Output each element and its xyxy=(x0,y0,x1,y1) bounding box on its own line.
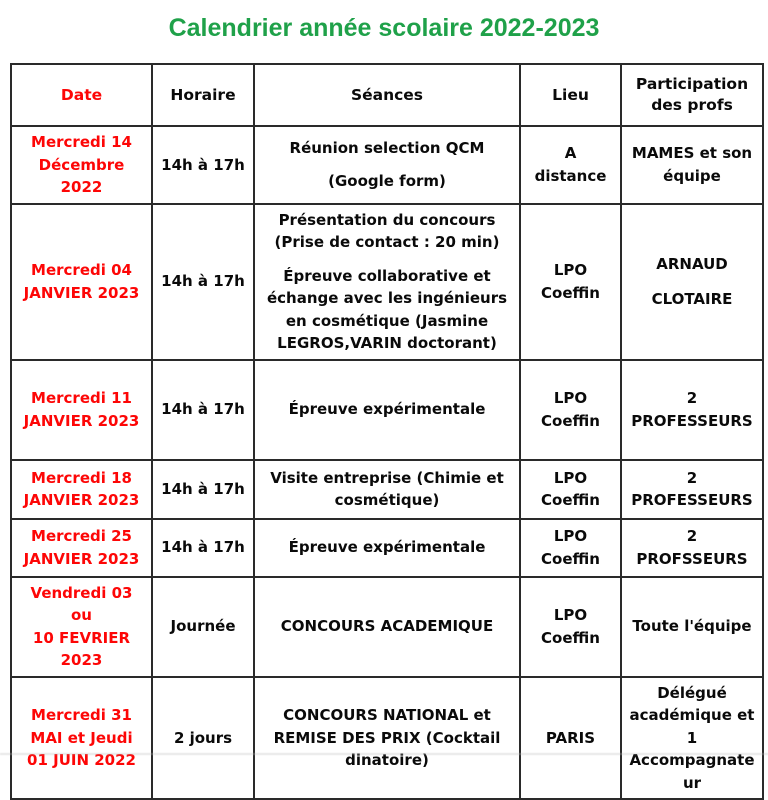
column-header-date: Date xyxy=(11,64,152,126)
horaire-cell xyxy=(152,460,254,519)
date-text: Mercredi 14 xyxy=(31,133,132,151)
seances-cell xyxy=(254,360,520,460)
participation-cell xyxy=(621,126,763,204)
lieu-text: LPO xyxy=(553,468,588,487)
horaire-cell xyxy=(152,677,254,800)
participation-text: Toute l'équipe xyxy=(632,617,752,636)
page-title: Calendrier année scolaire 2022-2023 xyxy=(168,14,600,42)
table-row xyxy=(11,126,763,204)
horaire-cell xyxy=(152,577,254,677)
seances-text: Épreuve expérimentale xyxy=(288,538,486,557)
date-text: JANVIER 2023 xyxy=(23,491,140,509)
column-header-horaire: Horaire xyxy=(152,64,254,126)
participation-text: MAMES et son équipe xyxy=(631,144,753,185)
date-cell xyxy=(11,577,152,677)
lieu-text: Coeffin xyxy=(541,628,600,647)
seances-text: Épreuve expérimentale xyxy=(288,400,486,419)
date-cell xyxy=(11,519,152,577)
column-header-participation: Participation des profs xyxy=(621,64,763,126)
table-row xyxy=(11,519,763,577)
lieu-text: Coeffin xyxy=(541,283,600,302)
date-text: JANVIER 2023 xyxy=(23,549,140,568)
document-page xyxy=(0,14,768,792)
scan-artifact-line xyxy=(0,753,768,755)
participation-cell xyxy=(621,460,763,519)
participation-cell xyxy=(621,204,763,360)
column-header-seances: Séances xyxy=(254,64,520,126)
date-text: 10 FEVRIER xyxy=(32,628,131,647)
date-text: Mercredi 25 xyxy=(31,527,132,545)
date-text: Vendredi 03 ou xyxy=(30,583,133,624)
lieu-text: Coeffin xyxy=(541,411,600,430)
participation-cell xyxy=(621,677,763,800)
lieu-text: PARIS xyxy=(545,728,596,747)
participation-text: 2 PROFSSEURS xyxy=(636,527,748,568)
lieu-text: LPO xyxy=(553,606,588,624)
lieu-cell xyxy=(520,677,621,800)
seances-cell xyxy=(254,577,520,677)
participation-text: 2 PROFESSEURS xyxy=(631,389,753,430)
date-text: 2023 xyxy=(60,651,103,669)
lieu-text: Coeffin xyxy=(541,549,600,568)
table-row xyxy=(11,677,763,800)
date-cell xyxy=(11,677,152,800)
participation-text: CLOTAIRE xyxy=(651,290,733,308)
lieu-text: LPO xyxy=(553,261,588,279)
date-cell xyxy=(11,126,152,204)
date-text: Décembre 2022 xyxy=(38,155,125,196)
table-row xyxy=(11,460,763,519)
lieu-cell xyxy=(520,577,621,677)
horaire-text: 14h à 17h xyxy=(161,155,245,174)
date-text: JANVIER 2023 xyxy=(23,411,140,430)
seances-text: Visite entreprise (Chimie et cosmétique) xyxy=(270,468,504,509)
horaire-text: Journée xyxy=(170,617,236,636)
seances-text: Réunion selection QCM xyxy=(289,138,485,157)
seances-text: CONCOURS ACADEMIQUE xyxy=(280,617,494,636)
participation-cell xyxy=(621,360,763,460)
lieu-cell xyxy=(520,204,621,360)
lieu-cell xyxy=(520,126,621,204)
seances-cell xyxy=(254,677,520,800)
date-text: Mercredi 11 xyxy=(31,389,132,407)
participation-text: Délégué académique et 1 Accompagnateur xyxy=(629,683,755,792)
participation-cell xyxy=(621,519,763,577)
lieu-text: LPO xyxy=(553,527,588,545)
calendar-table xyxy=(10,63,764,800)
participation-cell xyxy=(621,577,763,677)
horaire-text: 14h à 17h xyxy=(161,479,245,498)
lieu-cell xyxy=(520,460,621,519)
seances-cell xyxy=(254,204,520,360)
seances-text: Présentation du concours (Prise de contact : 20 min) xyxy=(274,210,500,251)
horaire-text: 2 jours xyxy=(173,728,233,747)
table-header-row xyxy=(11,64,763,126)
seances-cell xyxy=(254,126,520,204)
date-text: Mercredi 04 xyxy=(31,261,132,279)
seances-cell xyxy=(254,460,520,519)
date-text: 01 JUIN 2022 xyxy=(27,751,136,769)
seances-text: Épreuve collaborative et échange avec les ingénieurs en cosmétique (Jasmine LEGROS,VARIN doctorant) xyxy=(266,266,508,352)
lieu-text: Coeffin xyxy=(541,491,600,509)
date-text: Mercredi 31 xyxy=(31,706,132,724)
date-text: Mercredi 18 xyxy=(31,468,132,487)
lieu-text: A distance xyxy=(534,144,607,185)
participation-text: 2 PROFESSEURS xyxy=(631,468,753,509)
seances-text: (Google form) xyxy=(328,172,446,191)
lieu-text: LPO xyxy=(553,389,588,407)
seances-text: CONCOURS NATIONAL et REMISE DES PRIX (Cocktail dinatoire) xyxy=(273,706,501,769)
horaire-cell xyxy=(152,126,254,204)
table-row xyxy=(11,204,763,360)
participation-text: ARNAUD xyxy=(656,254,728,273)
date-text: JANVIER 2023 xyxy=(23,283,140,302)
table-row xyxy=(11,360,763,460)
horaire-text: 14h à 17h xyxy=(161,272,245,291)
date-cell xyxy=(11,360,152,460)
horaire-text: 14h à 17h xyxy=(161,538,245,557)
seances-cell xyxy=(254,519,520,577)
table-row xyxy=(11,577,763,677)
lieu-cell xyxy=(520,519,621,577)
horaire-text: 14h à 17h xyxy=(161,400,245,419)
date-cell xyxy=(11,460,152,519)
lieu-cell xyxy=(520,360,621,460)
horaire-cell xyxy=(152,204,254,360)
date-text: MAI et Jeudi xyxy=(30,728,133,747)
date-cell xyxy=(11,204,152,360)
column-header-lieu: Lieu xyxy=(520,64,621,126)
horaire-cell xyxy=(152,519,254,577)
horaire-cell xyxy=(152,360,254,460)
